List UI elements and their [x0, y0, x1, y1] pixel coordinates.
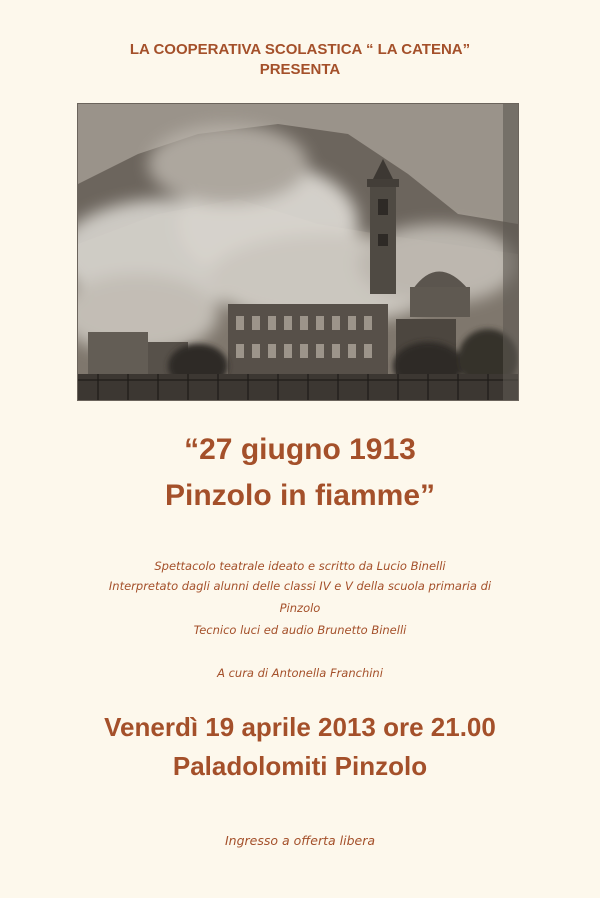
title-date: “27 giugno 1913	[184, 433, 416, 466]
curator-prefix: A cura di	[217, 666, 269, 680]
curator-line	[0, 663, 600, 683]
credit-performers-place: Pinzolo	[279, 601, 321, 615]
curator-name: Antonella Franchini	[271, 666, 383, 680]
credit-performers: Interpretato dagli alunni delle classi IV e V della scuola primaria di	[108, 579, 492, 593]
historic-fire-photo	[78, 104, 518, 400]
credit-author: Spettacolo teatrale ideato e scritto da Lucio Binelli	[154, 559, 446, 573]
presenter-line: LA COOPERATIVA SCOLASTICA “ LA CATENA”	[129, 41, 471, 58]
event-date-time: Venerdì 19 aprile 2013 ore 21.00	[104, 712, 496, 742]
entry-note: Ingresso a offerta libera	[224, 833, 376, 848]
presenta-line: PRESENTA	[259, 61, 341, 78]
event-venue: Paladolomiti Pinzolo	[172, 751, 428, 781]
title-name: Pinzolo in fiamme”	[164, 479, 436, 512]
credit-technician: Tecnico luci ed audio Brunetto Binelli	[193, 623, 407, 637]
